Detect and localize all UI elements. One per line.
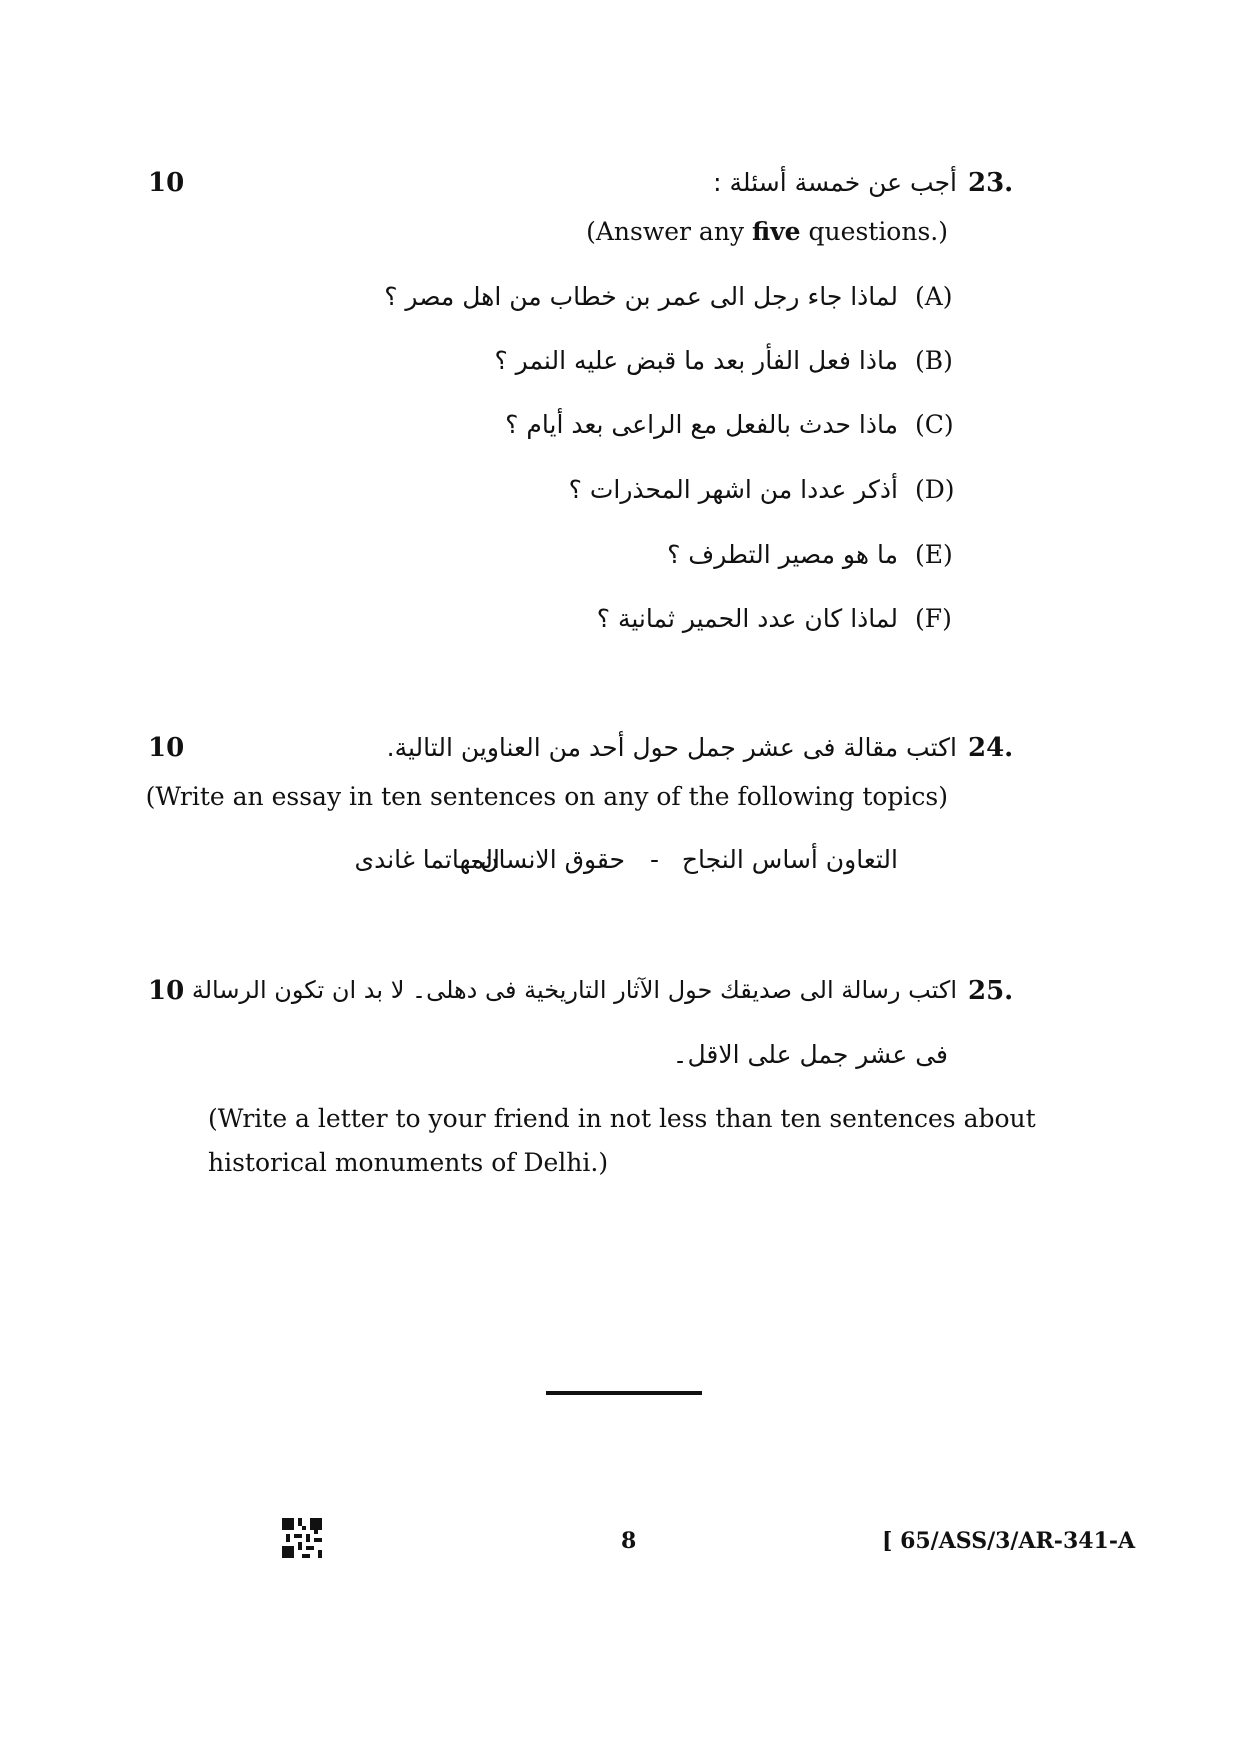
q24-english-instruction: (Write an essay in ten sentences on any of the following topics): [145, 782, 948, 811]
q23-option-e-text: ما هو مصير التطرف ؟: [667, 540, 898, 569]
q24-number: 24.: [968, 733, 1014, 763]
q23-arabic-title: أجب عن خمسة أسئلة :: [713, 168, 957, 197]
page-number: 8: [621, 1528, 637, 1554]
q23-option-e-label: (E): [915, 540, 953, 569]
q23-option-b-text: ماذا فعل الفأر بعد ما قبض عليه النمر ؟: [494, 346, 898, 375]
q25-english-line-1: (Write a letter to your friend in not less than ten sentences about: [208, 1104, 1036, 1133]
q23-marks: 10: [148, 168, 185, 198]
q25-marks: 10: [148, 976, 185, 1006]
q23-english-bold: five: [751, 217, 801, 246]
paper-code: [ 65/ASS/3/AR-341-A: [882, 1528, 1136, 1554]
q23-option-a-label: (A): [915, 282, 953, 311]
q23-option-a-text: لماذا جاء رجل الى عمر بن خطاب من اهل مصر ؟: [384, 282, 898, 311]
q23-option-f-label: (F): [915, 604, 952, 633]
q23-option-c-text: ماذا حدث بالفعل مع الراعى بعد أيام ؟: [505, 410, 898, 439]
q23-option-f-text: لماذا كان عدد الحمير ثمانية ؟: [596, 604, 898, 633]
q24-topic-2: حقوق الانسان-: [471, 845, 625, 874]
q24-topic-3: المهاتما غاندى: [354, 845, 500, 874]
q25-english-line-2: historical monuments of Delhi.): [208, 1148, 609, 1177]
q25-arabic-line-2: فى عشر جمل على الاقل۔: [672, 1040, 948, 1069]
q24-marks: 10: [148, 733, 185, 763]
q23-english-pre: (Answer any: [586, 217, 752, 246]
q23-option-d-label: (D): [915, 475, 955, 504]
q23-number: 23.: [968, 168, 1014, 198]
q24-topic-1: التعاون أساس النجاح: [681, 845, 898, 874]
q25-number: 25.: [968, 976, 1014, 1006]
q23-option-d-text: أذكر عددا من اشهر المحذرات ؟: [568, 475, 898, 504]
q23-option-b-label: (B): [915, 346, 953, 375]
qr-code-icon: [282, 1518, 322, 1558]
q23-option-c-label: (C): [915, 410, 954, 439]
q23-english-post: questions.): [800, 217, 948, 246]
end-of-section-rule: [546, 1391, 702, 1395]
q23-english-instruction: [586, 217, 948, 246]
q24-topic-dash: -: [650, 845, 660, 874]
q24-arabic-title: اكتب مقالة فى عشر جمل حول أحد من العناوين التالية.: [386, 733, 957, 762]
q25-arabic-line-1: اكتب رسالة الى صديقك حول الآثار التاريخية فى دهلى۔ لا بد ان تكون الرسالة: [191, 976, 957, 1004]
